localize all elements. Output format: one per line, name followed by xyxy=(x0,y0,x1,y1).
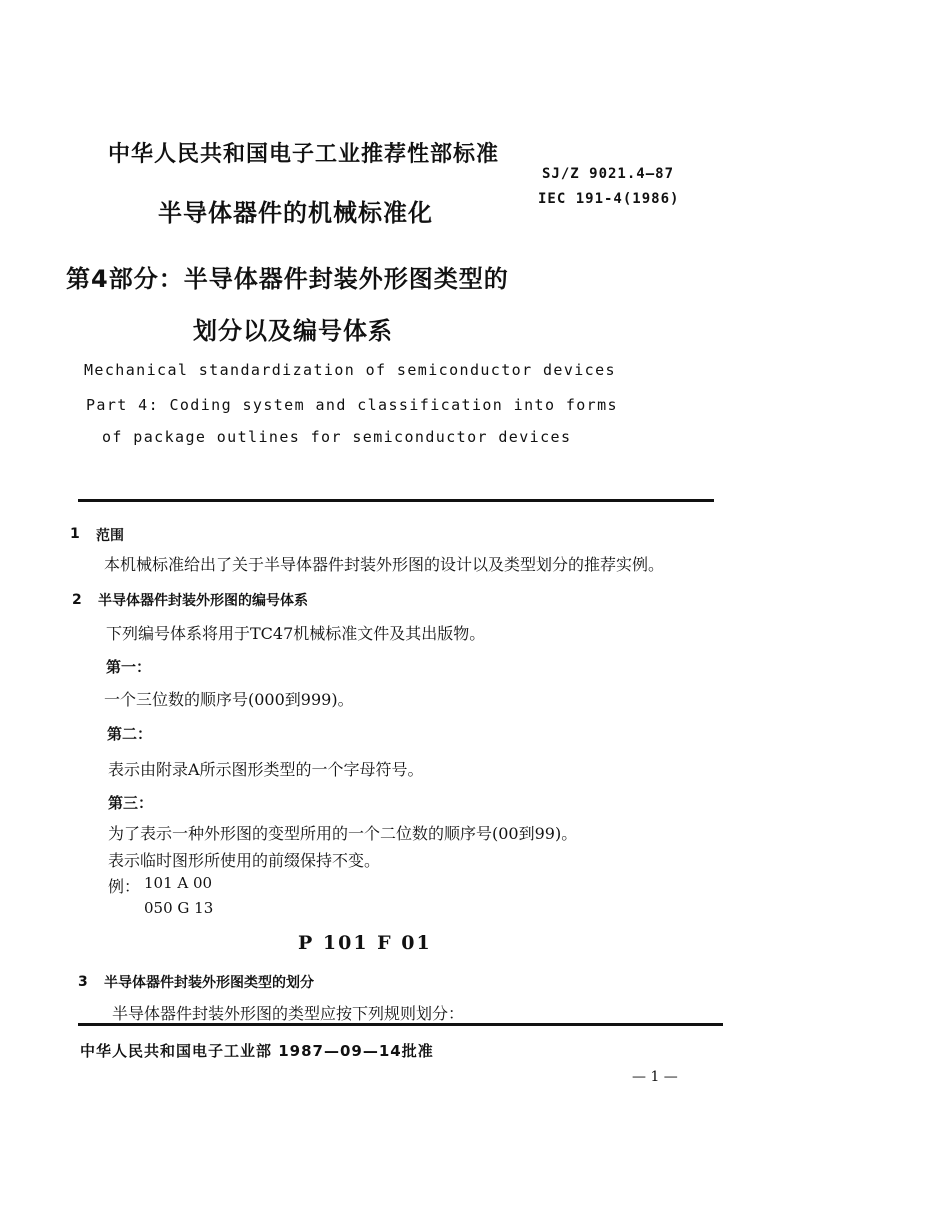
third-text-1: 为了表示一种外形图的变型所用的一个二位数的顺序号(00到99)。 xyxy=(108,824,578,843)
example-2: 050 G 13 xyxy=(144,899,214,917)
example-1: 101 A 00 xyxy=(144,874,213,892)
page-number: — 1 — xyxy=(632,1069,678,1085)
document-title: 半导体器件的机械标准化 xyxy=(158,199,433,227)
section-1-number: 1 xyxy=(70,526,80,542)
first-text: 一个三位数的顺序号(000到999)。 xyxy=(104,690,354,709)
section-1-title: 范围 xyxy=(96,528,124,544)
third-text-2: 表示临时图形所使用的前缀保持不变。 xyxy=(108,851,381,870)
section-2-text: 下列编号体系将用于TC47机械标准文件及其出版物。 xyxy=(106,624,486,643)
approval-line: 中华人民共和国电子工业部 1987—09—14批准 xyxy=(80,1042,434,1060)
example-label: 例： xyxy=(108,877,141,896)
footer-divider xyxy=(78,1023,723,1026)
section-2-number: 2 xyxy=(72,592,82,608)
header-divider xyxy=(78,499,714,502)
english-title-line-2: Part 4: Coding system and classification into forms xyxy=(86,396,618,414)
issuer-heading: 中华人民共和国电子工业推荐性部标准 xyxy=(108,142,500,167)
standard-code: SJ/Z 9021.4—87 xyxy=(542,166,675,182)
second-label: 第二： xyxy=(107,725,153,743)
second-text: 表示由附录A所示图形类型的一个字母符号。 xyxy=(108,760,424,779)
english-title-line-1: Mechanical standardization of semiconductor devices xyxy=(84,361,616,379)
code-example: P 101 F 01 xyxy=(298,932,432,954)
section-2-title: 半导体器件封装外形图的编号体系 xyxy=(98,593,308,609)
subtitle-line-2: 划分以及编号体系 xyxy=(193,317,393,345)
subtitle-line-1: 第4部分：半导体器件封装外形图类型的 xyxy=(66,265,509,293)
english-title-line-3: of package outlines for semiconductor devices xyxy=(102,428,572,446)
section-1-text: 本机械标准给出了关于半导体器件封装外形图的设计以及类型划分的推荐实例。 xyxy=(104,555,665,574)
section-3-title: 半导体器件封装外形图类型的划分 xyxy=(104,975,314,991)
iec-code: IEC 191-4(1986) xyxy=(538,191,680,207)
section-3-number: 3 xyxy=(78,974,88,990)
first-label: 第一： xyxy=(106,658,152,676)
section-3-text: 半导体器件封装外形图的类型应按下列规则划分： xyxy=(112,1004,465,1023)
third-label: 第三： xyxy=(108,794,154,812)
